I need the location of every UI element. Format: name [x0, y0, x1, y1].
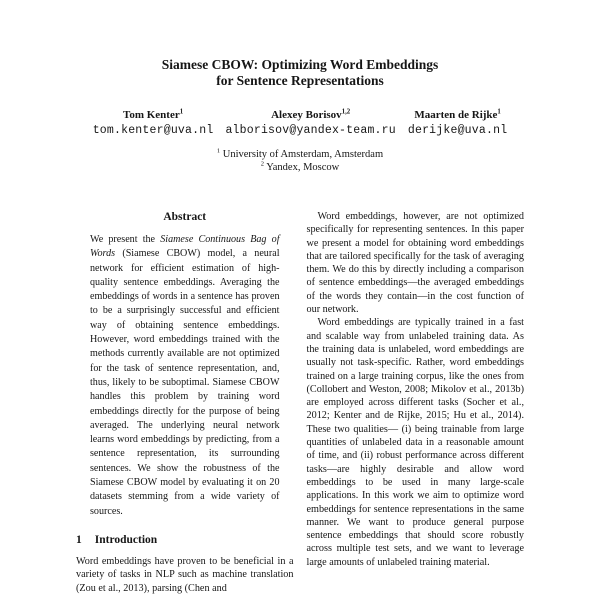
- left-column: [76, 210, 294, 595]
- right-column-paragraph-1: Word embeddings, however, are not optimized specifically for representing sentences. In this paper we present a model for obtaining word embeddings that are tailored specifically for the task of averaging them. We do this by directly including a comparison of sentence embeddings—the averaged embeddings of the words they contain—in the cost function of our network.: [306, 211, 524, 316]
- intro-paragraph: Word embeddings have proven to be beneficial in a variety of tasks in NLP such as machine translation (Zou et al., 2013), parsing (Chen and: [76, 555, 294, 594]
- section-1-title: Introduction: [94, 533, 158, 546]
- affiliation-2: [0, 161, 600, 174]
- author-2-email: alborisov@yandex-team.ru: [225, 124, 396, 137]
- affiliation-2-text: Yandex, Moscow: [266, 162, 340, 173]
- abstract-text-pre: We present the: [90, 234, 161, 245]
- affiliation-1-mark: 1: [216, 147, 221, 155]
- affiliation-2-mark: 2: [260, 160, 264, 168]
- section-1-heading: [76, 534, 294, 546]
- abstract-heading: Abstract: [163, 211, 207, 223]
- affiliation-1-text: University of Amsterdam, Amsterdam: [222, 149, 384, 160]
- affiliation-1: [0, 148, 600, 161]
- author-1-footnote-mark: 1: [179, 108, 184, 116]
- right-column: [307, 210, 525, 595]
- author-3: [408, 109, 507, 137]
- author-3-email: derijke@uva.nl: [407, 124, 508, 137]
- abstract-text-post: (Siamese CBOW) model, a neural network for efficient estimation of high-quality sentence embeddings. Averaging the embeddings of words in a sentence has proven to be a surprisingly successful and efficient way of obtaining sentence embeddings. However, word embeddings trained with the methods currently available are not optimized for the task of sentence representation, and, thus, likely to be suboptimal. Siamese CBOW handles this problem by training word embeddings directly for the purpose of being averaged. The underlying neural network learns word embeddings by predicting, from a sentence representation, its surrounding sentences. We show the robustness of the Siamese CBOW model by evaluating it on 20 datasets stemming from a wide variety of sources.: [90, 248, 280, 517]
- author-3-name: [408, 109, 507, 122]
- abstract-text-italic: Siamese Continuous Bag of Words: [90, 234, 280, 260]
- author-1-name-text: Tom Kenter: [123, 109, 180, 121]
- author-2: [225, 109, 395, 137]
- author-2-name-text: Alexey Borisov: [271, 109, 342, 121]
- author-1-email: tom.kenter@uva.nl: [92, 124, 214, 137]
- abstract-paragraph: [76, 233, 294, 519]
- author-1-name: [93, 109, 214, 122]
- author-2-footnote-mark: 1,2: [341, 108, 351, 116]
- paper-title-line2: for Sentence Representations: [216, 73, 384, 88]
- author-1: [93, 109, 214, 137]
- section-1-number: 1: [76, 533, 82, 546]
- paper-title: [0, 0, 600, 89]
- author-2-name: [225, 109, 395, 122]
- author-3-footnote-mark: 1: [497, 108, 501, 116]
- two-column-body: [0, 210, 600, 595]
- paper-title-line1: Siamese CBOW: Optimizing Word Embeddings: [161, 57, 439, 72]
- right-column-paragraph-2: Word embeddings are typically trained in a fast and scalable way from unlabeled training data. As the training data is unlabeled, word embeddings are usually not task-specific. Rather, word embeddings trained on a large training corpus, like the ones from (Collobert and Weston, 2008; Mikolov et al., 2013b) are employed across different tasks (Socher et al., 2012; Kenter and de Rijke, 2015; Hu et al., 2014). These two qualities— (i) being trainable from large quantities of unlabeled data in a reasonable amount of time, and (ii) robust performance across different tasks—are highly desirable and allow word embeddings to be used in many large-scale applications. In this work we aim to optimize word embeddings for sentence representations in the same manner. We want to produce general purpose sentence embeddings that should score robustly across multiple test sets, and we want to leverage large amounts of unlabeled training material.: [306, 317, 524, 568]
- author-block: [0, 109, 600, 137]
- affiliation-block: [0, 148, 600, 174]
- author-3-name-text: Maarten de Rijke: [414, 109, 498, 121]
